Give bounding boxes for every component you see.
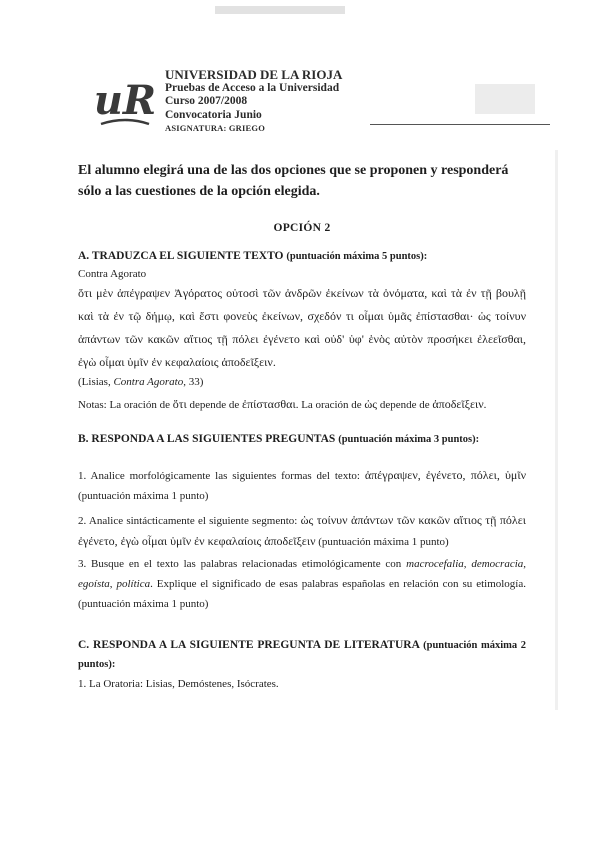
question-c1: 1. La Oratoria: Lisias, Demóstenes, Isócrates. bbox=[78, 678, 279, 690]
greek-passage: ὅτι μὲν ἀπέγραψεν Ἀγόρατος οὑτοσὶ τῶν ἀνδρῶν ἐκείνων τὰ ὀνόματα, καὶ τὰ ἐν τῇ βουλῇ καὶ τὰ ἐν τῷ δήμῳ, καὶ ἔστι φονεὺς ἐκείνων, σχεδόν τι οἶμαι ὑμᾶς ἐπίστασθαι· ὡς τοίνυν ἁπάντων τῶν κακῶν αἴτιος τῇ πόλει ἐγένετο καὶ οὐδ' ὑφ' ἑνὸς αὐτὸν προσήκει ἐλεεῖσθαι, ἐγὼ οἶμαι ὑμῖν ἐν κεφαλαίοις ἀποδεῖξειν. bbox=[78, 286, 526, 369]
section-b bbox=[78, 433, 526, 614]
section-a bbox=[78, 250, 526, 415]
instructions: El alumno elegirá una de las dos opciones que se proponen y responderá sólo a las cuestiones de la opción elegida. bbox=[78, 163, 509, 199]
question-b2: 2. Analice sintácticamente el siguiente segmento: ὡς τοίνυν ἁπάντων τῶν κακῶν αἴτιος τῇ πόλει ἐγένετο, ἐγὼ οἶμαι ὑμῖν ἐν κεφαλαίοις ἀποδεῖξειν (puntuación máxima 1 punto) bbox=[78, 513, 526, 548]
section-b-points: (puntuación máxima 3 puntos): bbox=[338, 434, 480, 445]
svg-text:uR: uR bbox=[95, 77, 155, 124]
option-title: OPCIÓN 2 bbox=[273, 222, 331, 234]
exam-type: Pruebas de Acceso a la Universidad bbox=[165, 81, 340, 94]
session: Convocatoria Junio bbox=[165, 108, 262, 121]
header-rule bbox=[370, 124, 550, 125]
text-subtitle: Contra Agorato bbox=[78, 268, 147, 280]
section-a-title: A. TRADUZCA EL SIGUIENTE TEXTO (puntuación máxima 5 puntos): bbox=[78, 250, 428, 262]
section-a-points: (puntuación máxima 5 puntos): bbox=[286, 251, 428, 262]
notes: Notas: La oración de ὅτι depende de ἐπίστασθαι. La oración de ὡς depende de ἀποδεῖξειν. bbox=[78, 397, 487, 411]
section-c bbox=[78, 636, 526, 690]
university-name: UNIVERSIDAD DE LA RIOJA bbox=[165, 67, 343, 82]
course-year: Curso 2007/2008 bbox=[165, 95, 248, 107]
scan-mark bbox=[555, 150, 558, 710]
subject: ASIGNATURA: GRIEGO bbox=[165, 123, 266, 133]
university-logo bbox=[95, 72, 155, 132]
header-text bbox=[165, 68, 342, 136]
scan-mark bbox=[215, 6, 345, 14]
section-b-title: B. RESPONDA A LAS SIGUIENTES PREGUNTAS (puntuación máxima 3 puntos): bbox=[78, 433, 480, 445]
section-c-title: C. RESPONDA A LA SIGUIENTE PREGUNTA DE LITERATURA (puntuación máxima 2 puntos): bbox=[78, 639, 527, 670]
scan-mark bbox=[475, 84, 535, 114]
question-b1: 1. Analice morfológicamente las siguientes formas del texto: ἀπέγραψεν, ἐγένετο, πόλει, ὑμῖν (puntuación máxima 1 punto) bbox=[78, 468, 526, 502]
section-c-points: (puntuación máxima 2 puntos): bbox=[78, 640, 527, 670]
citation-work: Contra Agorato bbox=[113, 376, 184, 388]
citation: (Lisias, Contra Agorato, 33) bbox=[78, 376, 204, 388]
question-b3: 3. Busque en el texto las palabras relacionadas etimológicamente con macrocefalia, democracia, egoísta, política. Explique el significado de esas palabras españolas en relación con su etimología.(puntuación máxima 1 punto) bbox=[78, 558, 527, 610]
document-header bbox=[95, 64, 550, 146]
exam-body bbox=[78, 160, 526, 690]
